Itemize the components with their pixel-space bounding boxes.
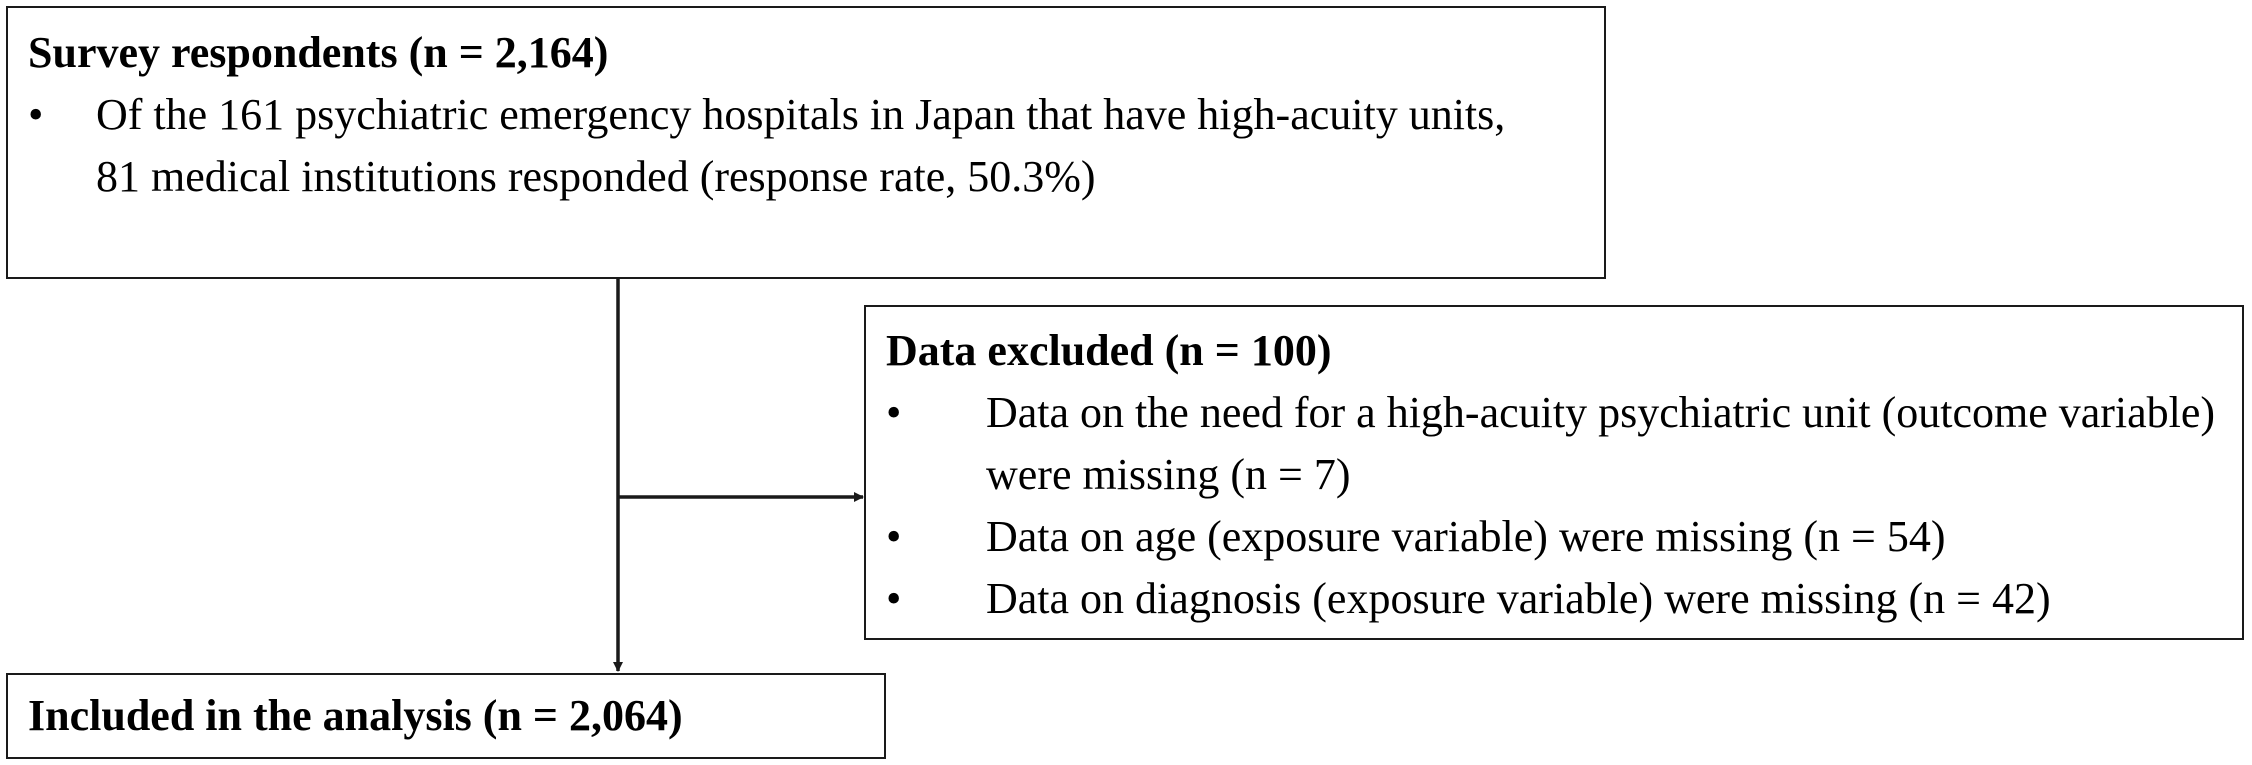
data-excluded-box	[864, 305, 2244, 640]
survey-respondents-box	[6, 6, 1606, 279]
excluded-bullet-item	[886, 568, 2236, 630]
included-in-analysis-box	[6, 673, 886, 759]
survey-respondents-title: Survey respondents (n = 2,164)	[28, 28, 609, 77]
excluded-bullet-text: Data on diagnosis (exposure variable) were missing (n = 42)	[986, 574, 2051, 623]
excluded-bullet-text: Data on age (exposure variable) were missing (n = 54)	[986, 512, 1946, 561]
bullet-dot: •	[886, 388, 902, 437]
bullet-dot: •	[886, 512, 902, 561]
bullet-dot: •	[28, 90, 44, 139]
data-excluded-title: Data excluded (n = 100)	[886, 326, 1332, 375]
included-in-analysis-title: Included in the analysis (n = 2,064)	[28, 691, 683, 740]
excluded-bullet-text: Data on the need for a high-acuity psychiatric unit (outcome variable) were missing (n = 7)	[986, 388, 2216, 499]
survey-bullet-list	[28, 84, 1604, 208]
bullet-dot: •	[886, 574, 902, 623]
excluded-bullet-list	[886, 382, 2242, 630]
survey-bullet-text: Of the 161 psychiatric emergency hospitals in Japan that have high-acuity units, 81 medical institutions responded (response rate, 50.3%)	[96, 90, 1506, 201]
survey-bullet-item	[28, 84, 1536, 208]
excluded-bullet-item	[886, 382, 2236, 506]
excluded-bullet-item	[886, 506, 2236, 568]
